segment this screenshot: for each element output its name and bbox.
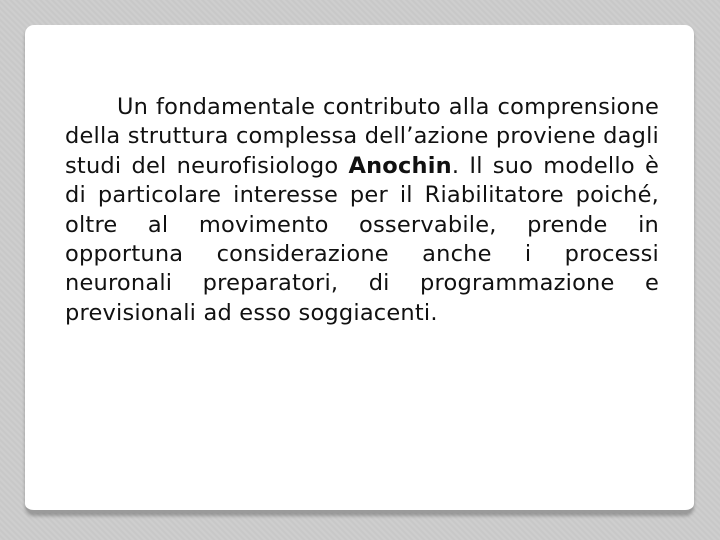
slide-card bbox=[25, 25, 694, 513]
body-paragraph bbox=[65, 93, 659, 328]
author-name: Anochin bbox=[348, 152, 452, 179]
paragraph-text-end: . Il suo modello è di particolare interesse per il Riabilitatore poiché, oltre al movimento osservabile, prende in opportuna considerazione anche i processi neuronali preparatori, di programmazione e previsionali ad esso soggiacenti. bbox=[65, 152, 659, 326]
paragraph-text-start: Un fondamentale contributo alla comprensione della struttura complessa dell’azione proviene dagli studi del neurofisiologo bbox=[65, 94, 659, 179]
